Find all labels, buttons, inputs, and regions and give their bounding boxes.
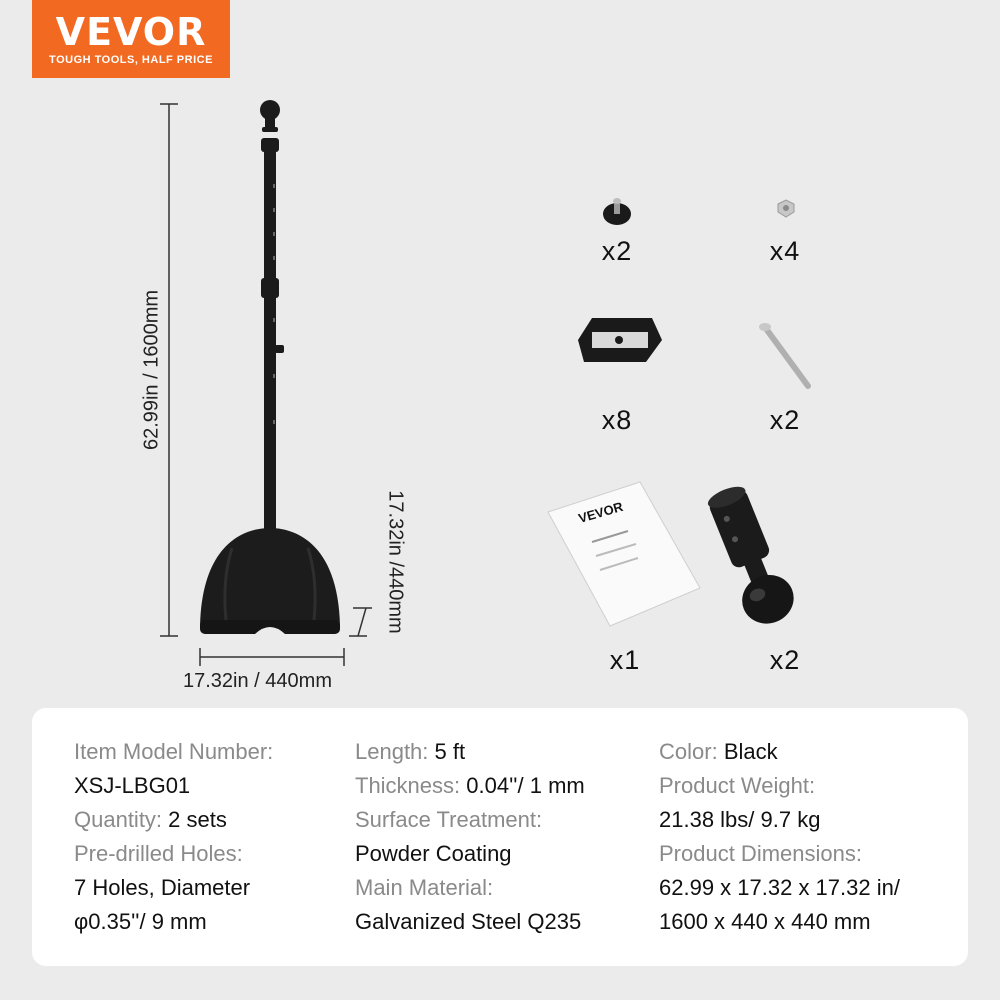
spec-model-label: Item Model Number: bbox=[74, 739, 274, 764]
spec-thickness-label: Thickness: bbox=[355, 773, 461, 798]
spec-holes-label: Pre-drilled Holes: bbox=[74, 841, 243, 866]
spec-holes-value-1: 7 Holes, Diameter bbox=[74, 875, 251, 900]
spec-material-label: Main Material: bbox=[355, 875, 494, 900]
spec-column-3 bbox=[659, 735, 900, 939]
spec-quantity-label: Quantity: bbox=[74, 807, 163, 832]
weighted-base bbox=[200, 528, 340, 634]
spec-color-label: Color: bbox=[659, 739, 718, 764]
spec-quantity-value: 2 sets bbox=[168, 807, 227, 832]
spec-dims-label: Product Dimensions: bbox=[659, 841, 862, 866]
connector-cap-icon bbox=[700, 480, 801, 631]
spec-thickness-value: 0.04''/ 1 mm bbox=[466, 773, 585, 798]
spec-color-value: Black bbox=[723, 739, 778, 764]
spec-weight-label: Product Weight: bbox=[659, 773, 816, 798]
spec-dims-value-2: 1600 x 440 x 440 mm bbox=[659, 909, 871, 934]
logo-tagline: TOUGH TOOLS, HALF PRICE bbox=[49, 54, 213, 66]
bolt-icon bbox=[759, 323, 808, 386]
spec-surface-label: Surface Treatment: bbox=[355, 807, 543, 832]
manual-brand-text: VEVOR bbox=[576, 498, 625, 526]
accessory-qty-bolt: x2 bbox=[769, 405, 801, 435]
logo-brand: VEVOR bbox=[55, 10, 207, 54]
base-height-dimension-line bbox=[349, 608, 372, 636]
manual-icon bbox=[548, 482, 700, 626]
height-dimension-label: 62.99in / 1600mm bbox=[140, 289, 163, 451]
base-height-dimension-label: 17.32in /440mm bbox=[384, 490, 407, 634]
accessory-qty-mounting-plate: x8 bbox=[601, 405, 633, 435]
spec-column-1 bbox=[74, 735, 273, 939]
accessory-qty-leveling-foot: x2 bbox=[601, 236, 633, 266]
accessory-qty-nut: x4 bbox=[769, 236, 801, 266]
spec-dims-value-1: 62.99 x 17.32 x 17.32 in/ bbox=[659, 875, 900, 900]
spec-column-2 bbox=[355, 735, 585, 939]
spec-weight-value: 21.38 lbs/ 9.7 kg bbox=[659, 807, 821, 832]
spec-length-value: 5 ft bbox=[434, 739, 466, 764]
spec-material-value: Galvanized Steel Q235 bbox=[355, 909, 582, 934]
spec-holes-value-2: φ0.35''/ 9 mm bbox=[74, 909, 207, 934]
spec-length-label: Length: bbox=[355, 739, 429, 764]
sign-pole bbox=[260, 100, 284, 538]
width-dimension-line bbox=[200, 648, 344, 666]
nut-icon bbox=[778, 200, 794, 217]
base-width-dimension-label: 17.32in / 440mm bbox=[183, 670, 332, 692]
mounting-plate-icon bbox=[578, 318, 662, 362]
spec-model-value: XSJ-LBG01 bbox=[74, 773, 191, 798]
spec-card bbox=[32, 708, 968, 966]
accessory-qty-manual: x1 bbox=[609, 645, 641, 675]
leveling-foot-icon bbox=[603, 198, 631, 225]
accessory-qty-connector-cap: x2 bbox=[769, 645, 801, 675]
spec-surface-value: Powder Coating bbox=[355, 841, 512, 866]
